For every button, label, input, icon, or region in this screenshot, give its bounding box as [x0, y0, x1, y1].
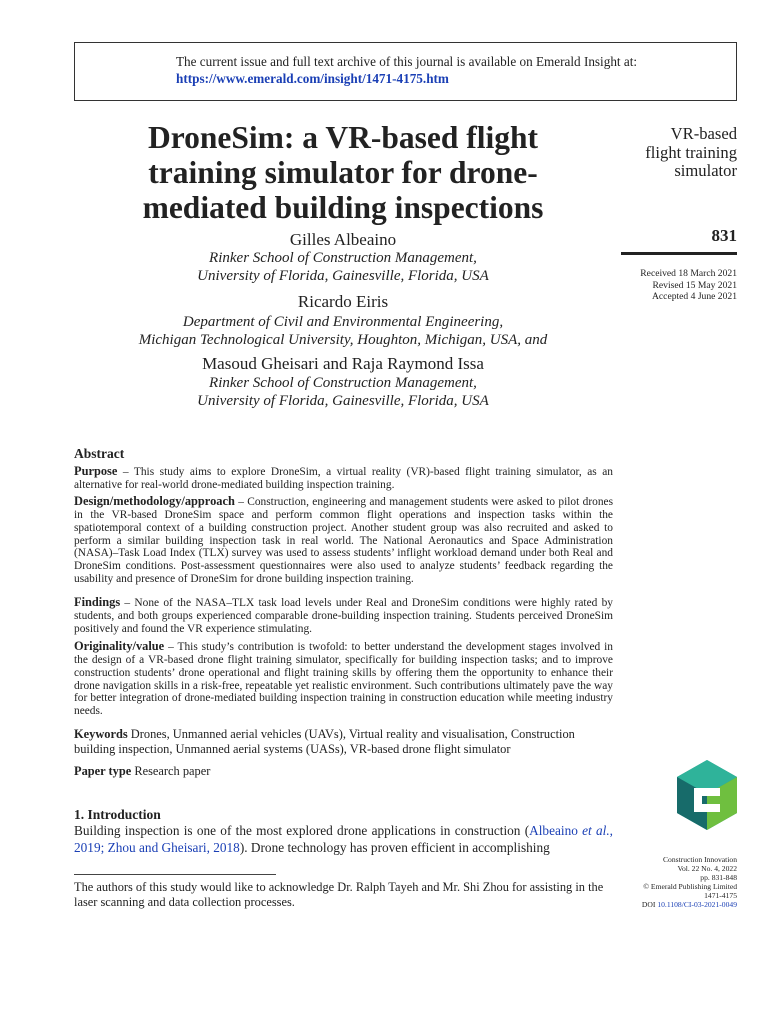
- abstract-originality: [74, 640, 613, 718]
- keywords: [74, 727, 613, 757]
- title-line-2: training simulator for drone-: [148, 155, 538, 190]
- affiliation-3-line-1: Rinker School of Construction Management,: [209, 375, 477, 391]
- keywords-text: Drones, Unmanned aerial vehicles (UAVs), Virtual reality and visualisation, Construction building inspection, Unmanned aerial systems (UASs), VR-based drone flight simulator: [74, 727, 575, 756]
- paper-type-text: Research paper: [131, 764, 211, 778]
- abstract-findings: [74, 596, 613, 636]
- journal-name: Construction Innovation: [662, 855, 737, 864]
- journal-info: [600, 855, 737, 909]
- findings-label: Findings: [74, 595, 121, 609]
- abstract-design: [74, 495, 613, 586]
- article-history: [600, 268, 737, 303]
- journal-publisher: © Emerald Publishing Limited: [643, 882, 737, 891]
- design-label: Design/methodology/approach: [74, 494, 235, 508]
- affiliation-3: [74, 374, 612, 410]
- affiliation-2-line-1: Department of Civil and Environmental Engineering,: [182, 314, 504, 330]
- article-title: [74, 120, 612, 225]
- affiliation-2: [74, 313, 612, 349]
- citation-zhou[interactable]: Zhou and Gheisari, 2018: [107, 839, 240, 855]
- author-3: Masoud Gheisari: [202, 354, 319, 373]
- journal-volume: Vol. 22 No. 4, 2022: [677, 864, 737, 873]
- running-title-line-1: VR-based: [670, 124, 737, 143]
- intro-text-end: ). Drone technology has proven efficient in accomplishing: [239, 839, 550, 855]
- originality-text: – This study’s contribution is twofold: to better understand the development stages involved in the design of a VR-based drone flight training simulator, specifically for building inspection tasks; and to improve construction students’ drone operational and flight training skills by offering them the opportunity to enhance their drone navigation skills in a risk-free, repeatable yet realistic environment. Such contributions ultimately pave the way for better integration of drone-mediated building inspection training in construction education while meeting industry needs.: [74, 641, 613, 718]
- findings-text: – None of the NASA–TLX task load levels under Real and DroneSim conditions were highly rated by students, and both groups experienced comparable drone-building inspection training. Students perceived DroneSim positively and found the VR experience stimulating.: [74, 597, 613, 635]
- intro-text-start: Building inspection is one of the most explored drone applications in construction (: [74, 823, 530, 838]
- title-line-1: DroneSim: a VR-based flight: [148, 120, 538, 155]
- accepted-date: Accepted 4 June 2021: [652, 291, 737, 303]
- citation-author: Albeaino: [529, 823, 578, 838]
- page-number: 831: [711, 226, 737, 245]
- journal-access-notice: [74, 42, 737, 101]
- affiliation-3-line-2: University of Florida, Gainesville, Florida, USA: [197, 393, 489, 409]
- citation-etal: et al.: [582, 823, 610, 838]
- originality-label: Originality/value: [74, 639, 165, 653]
- affiliation-2-line-2: Michigan Technological University, Houghton, Michigan, USA, and: [138, 332, 548, 348]
- abstract-purpose: [74, 465, 613, 492]
- notice-text: The current issue and full text archive of this journal is available on Emerald Insight at:: [176, 54, 638, 69]
- sidebar-rule: [621, 252, 737, 255]
- received-date: Received 18 March 2021: [640, 268, 737, 279]
- keywords-label: Keywords: [74, 727, 128, 741]
- revised-date: Revised 15 May 2021: [652, 279, 737, 291]
- purpose-label: Purpose: [74, 464, 118, 478]
- author-1: Gilles Albeaino: [289, 230, 397, 249]
- author-2: Ricardo Eiris: [297, 292, 389, 311]
- affiliation-1-line-2: University of Florida, Gainesville, Florida, USA: [197, 268, 489, 284]
- introduction-text: [74, 823, 613, 856]
- running-title-line-2: flight training: [645, 142, 737, 162]
- affiliation-1: [74, 249, 612, 285]
- doi-label: DOI: [641, 900, 656, 909]
- journal-pages: pp. 831-848: [700, 873, 737, 882]
- design-text: – Construction, engineering and management students were asked to pilot drones in the VR-based DroneSim space and perform common flight operations and inspection tasks within the spatiotemporal context of a building construction project. Another student group was also recruited and asked to perform a similar building inspection task in real world. The National Aeronautics and Space Administration (NASA)–Task Load Index (TLX) survey was used to assess students’ inflight workload demand under both Real and DroneSim conditions. Post-assessment questionnaires were also used to analyze students’ feedback regarding the usability and presence of DroneSim for drone building inspection training.: [74, 496, 613, 586]
- affiliation-1-line-1: Rinker School of Construction Management,: [209, 250, 477, 266]
- purpose-text: – This study aims to explore DroneSim, a virtual reality (VR)-based flight training simulator, as an alternative for real-world drone-mediated building inspection training.: [74, 466, 613, 491]
- acknowledgement-footnote: The authors of this study would like to acknowledge Dr. Ralph Tayeh and Mr. Shi Zhou for assisting in the laser scanning and data collection processes.: [74, 880, 604, 909]
- doi-link[interactable]: 10.1108/CI-03-2021-0049: [657, 900, 737, 909]
- author-3-and-4: [74, 354, 612, 374]
- publisher-logo-icon: [674, 758, 740, 832]
- author-conjunction: and: [322, 354, 348, 373]
- citation-separator: ;: [100, 839, 108, 855]
- citation-year: , 2019: [74, 823, 613, 855]
- author-4: Raja Raymond Issa: [351, 354, 484, 373]
- paper-type: [74, 764, 613, 779]
- abstract-heading: Abstract: [74, 446, 125, 461]
- introduction-heading: 1. Introduction: [74, 807, 161, 822]
- running-title: [600, 125, 737, 181]
- footnote-rule: [74, 874, 276, 875]
- paper-type-label: Paper type: [74, 764, 132, 778]
- title-line-3: mediated building inspections: [142, 190, 544, 225]
- running-title-line-3: simulator: [674, 161, 737, 180]
- journal-issn: 1471-4175: [704, 891, 737, 900]
- journal-archive-link[interactable]: https://www.emerald.com/insight/1471-4175.htm: [176, 71, 449, 86]
- journal-doi: [600, 900, 737, 909]
